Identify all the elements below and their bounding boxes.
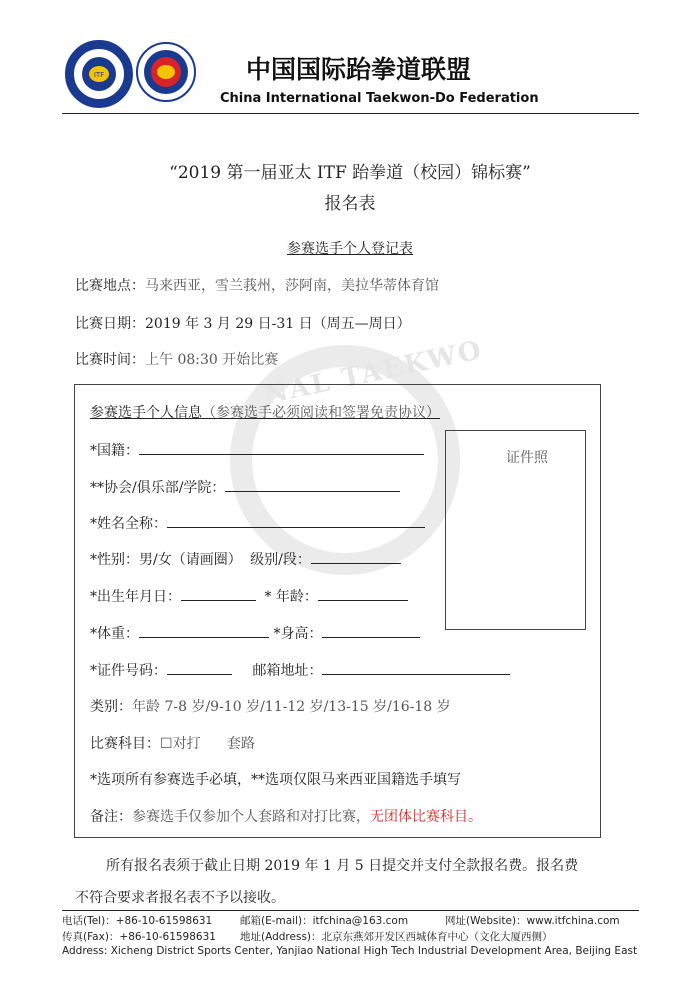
grade-field[interactable] <box>311 549 401 564</box>
nationality-field[interactable] <box>139 440 424 455</box>
id-field[interactable] <box>167 660 232 675</box>
photo-label: 证件照 <box>506 450 548 466</box>
form-title: 报名表 <box>324 194 376 214</box>
full-name-field[interactable] <box>167 513 425 528</box>
club-label: **协会/俱乐部/学院： <box>90 480 226 496</box>
pattern-option: 套路 <box>227 736 256 752</box>
svg-text:ITF: ITF <box>93 71 105 79</box>
date-line <box>75 313 411 333</box>
weight-field[interactable] <box>139 623 269 638</box>
category-value: 年龄 7-8 岁/9-10 岁/11-12 岁/13-15 岁/16-18 岁 <box>132 699 451 715</box>
footer-divider <box>62 910 639 911</box>
category-row <box>90 696 451 716</box>
club-field[interactable] <box>225 477 400 492</box>
email-field[interactable] <box>322 660 510 675</box>
photo-box[interactable] <box>445 430 586 630</box>
china-itf-emblem-icon <box>135 40 197 108</box>
nationality-label: *国籍： <box>90 443 139 459</box>
section-title: 参赛选手个人信息 <box>90 405 202 421</box>
height-label: *身高： <box>273 626 323 642</box>
sparring-checkbox[interactable]: ☐ <box>160 736 173 752</box>
nationality-row <box>90 440 424 460</box>
weight-row <box>90 623 420 643</box>
id-label: *证件号码： <box>90 663 167 679</box>
remark-label: 备注： <box>90 809 132 825</box>
grade-label: 级别/段： <box>250 552 311 568</box>
age-label: * 年龄： <box>264 589 318 605</box>
sparring-option: 对打 <box>172 736 201 752</box>
china-itf-logo <box>135 40 197 108</box>
location-label: 比赛地点： <box>75 278 145 294</box>
weight-label: *体重： <box>90 626 139 642</box>
birth-field[interactable] <box>181 586 256 601</box>
footer-fax: 传真(Fax)：+86-10-61598631 <box>62 931 216 943</box>
deadline-line-1: 所有报名表须于截止日期 2019 年 1 月 5 日提交并支付全款报名费。报名费 <box>106 858 579 874</box>
date-value: 2019 年 3 月 29 日-31 日（周五—周日） <box>145 316 411 332</box>
time-value: 上午 08:30 开始比赛 <box>145 352 279 368</box>
itf-emblem-icon <box>68 43 130 105</box>
id-email-row <box>90 660 510 680</box>
deadline-line-2: 不符合要求者报名表不予以接收。 <box>75 890 285 906</box>
email-label: 邮箱地址： <box>252 663 323 679</box>
location-value: 马来西亚，雪兰莪州，莎阿南，美拉华蒂体育馆 <box>145 278 439 294</box>
form-section-header <box>90 402 440 422</box>
event-title: “2019 第一届亚太 ITF 跆拳道（校园）锦标赛” <box>169 163 531 183</box>
section-note: （参赛选手必须阅读和签署免责协议） <box>202 405 440 421</box>
birth-label: *出生年月日： <box>90 589 181 605</box>
gender-row <box>90 549 401 569</box>
date-label: 比赛日期： <box>75 316 145 332</box>
events-row <box>90 733 255 753</box>
footer-website: 网址(Website)：www.itfchina.com <box>445 915 620 927</box>
footer-email: 邮箱(E-mail)：itfchina@163.com <box>240 915 409 927</box>
age-field[interactable] <box>318 586 408 601</box>
height-field[interactable] <box>322 623 420 638</box>
birth-row <box>90 586 408 606</box>
footer-address-cn: 地址(Address)：北京东燕郊开发区西城体育中心（文化大厦西侧） <box>240 931 553 943</box>
header-divider <box>62 113 639 114</box>
club-row <box>90 477 400 497</box>
time-line <box>75 349 278 369</box>
itf-logo <box>65 40 133 108</box>
remark-value: 参赛选手仅参加个人套路和对打比赛， <box>132 809 370 825</box>
watermark-text: NAL TAEKWO <box>261 335 486 411</box>
events-label: 比赛科目： <box>90 736 160 752</box>
full-name-label: *姓名全称： <box>90 516 167 532</box>
time-label: 比赛时间： <box>75 352 145 368</box>
form-subtitle: 参赛选手个人登记表 <box>287 241 413 257</box>
location-line <box>75 275 439 295</box>
gender-label: *性别：男/女（请画圈） <box>90 552 242 568</box>
footer-address-en: Address: Xicheng District Sports Center, Yanjiao National High Tech Industrial Development Area, Beijing East <box>62 945 638 957</box>
remark-red: 无团体比赛科目。 <box>370 809 482 825</box>
full-name-row <box>90 513 425 533</box>
remark-row <box>90 806 482 826</box>
org-name-en: China International Taekwon-Do Federation <box>220 91 539 106</box>
org-name-cn: 中国国际跆拳道联盟 <box>246 55 472 84</box>
category-label: 类别： <box>90 699 132 715</box>
footer-tel: 电话(Tel)：+86-10-61598631 <box>62 915 213 927</box>
required-note: *选项所有参赛选手必填，**选项仅限马来西亚国籍选手填写 <box>90 772 461 788</box>
